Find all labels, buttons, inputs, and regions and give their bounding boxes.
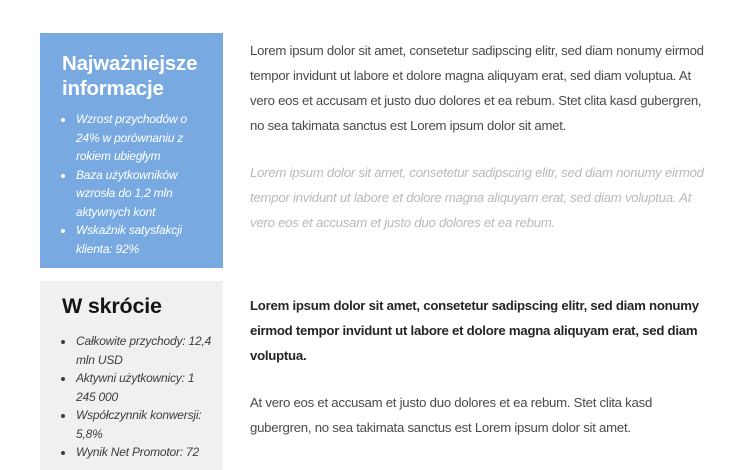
quote-paragraph: Lorem ipsum dolor sit amet, consetetur sadipscing elitr, sed diam nonumy eirmod tempor invidunt ut labore et dolore magna aliquyam erat, sed diam voluptua. At vero eos et accusam et justo duo dolores et ea rebum.: [250, 165, 704, 230]
section-summary: [40, 281, 705, 470]
summary-card-title: W skrócie: [62, 294, 162, 318]
summary-bullet-list: [62, 332, 213, 462]
bullet-item: • Baza użytkowników wzrosła do 1,2 mln aktywnych kont: [75, 166, 213, 222]
emphasis-paragraph: Lorem ipsum dolor sit amet, consetetur sadipscing elitr, sed diam nonumy eirmod tempor invidunt ut labore et dolore magna aliquyam erat, sed diam voluptua.: [250, 298, 699, 363]
key-info-bullet-list: [62, 110, 213, 258]
closing-paragraph: At vero eos et accusam et justo duo dolores et ea rebum. Stet clita kasd gubergren, no sea takimata sanctus est Lorem ipsum dolor sit amet.: [250, 395, 653, 435]
bullet-item: • Całkowite przychody: 12,4 mln USD: [75, 332, 213, 369]
summary-text-column: [250, 281, 705, 440]
intro-paragraph: Lorem ipsum dolor sit amet, consetetur sadipscing elitr, sed diam nonumy eirmod tempor invidunt ut labore et dolore magna aliquyam erat, sed diam voluptua. At vero eos et accusam et justo duo dolores et ea rebum. Stet clita kasd gubergren, no sea takimata sanctus est Lorem ipsum dolor sit amet.: [250, 43, 704, 133]
key-info-card-title: Najważniejsze informacje: [62, 52, 198, 100]
bullet-item: • Aktywni użytkownicy: 1 245 000: [75, 369, 213, 406]
summary-card: [40, 281, 223, 470]
key-info-text-column: [250, 33, 705, 235]
bullet-item: • Wynik Net Promotor: 72: [75, 443, 213, 462]
bullet-item: • Współczynnik konwersji: 5,8%: [75, 406, 213, 443]
section-key-info: [40, 33, 705, 268]
bullet-item: • Wskaźnik satysfakcji klienta: 92%: [75, 221, 213, 258]
bullet-item: • Wzrost przychodów o 24% w porównaniu z rokiem ubiegłym: [75, 110, 213, 166]
key-info-card: [40, 33, 223, 268]
